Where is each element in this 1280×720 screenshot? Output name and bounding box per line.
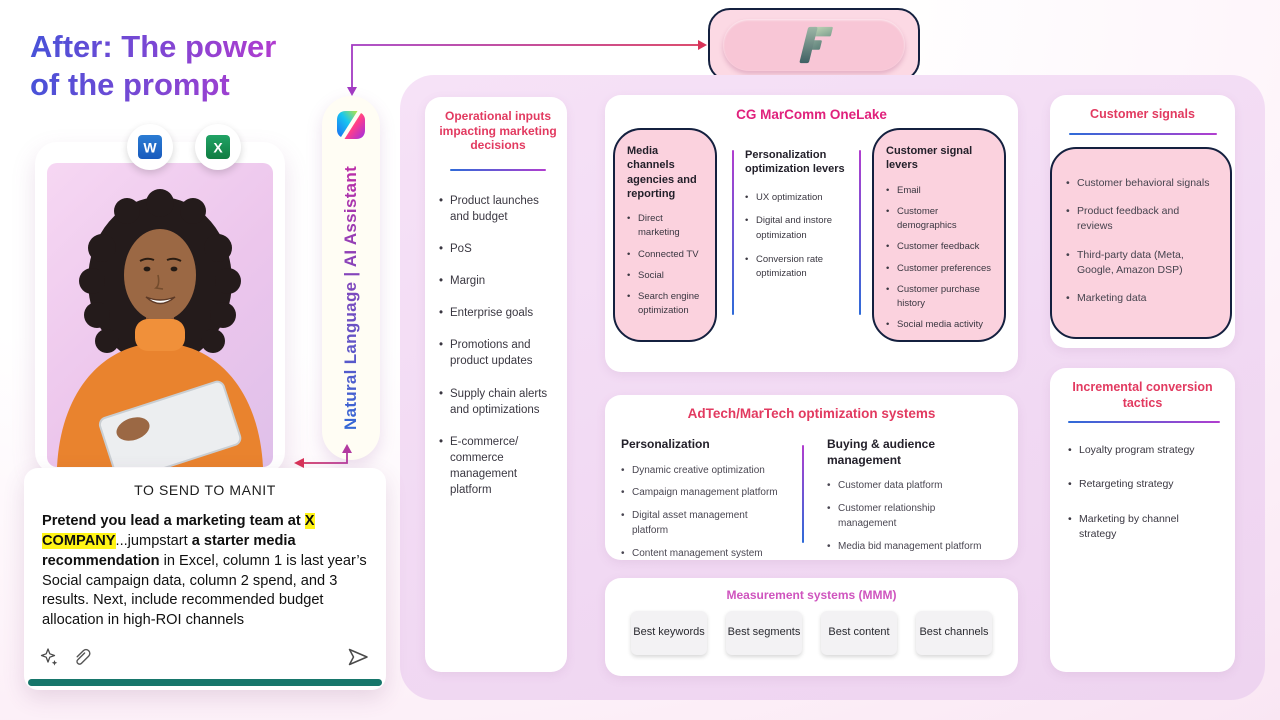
- list-item: • Connected TV: [627, 248, 705, 262]
- adtech-personalization-list: [621, 463, 779, 562]
- adtech-card: [605, 395, 1018, 560]
- list-item: • E-commerce/ commerce management platform: [439, 434, 542, 498]
- customer-signal-levers-list: [886, 184, 994, 333]
- list-item: • Digital and instore optimization: [745, 214, 853, 243]
- fabric-box: [708, 8, 920, 82]
- list-item: • PoS: [439, 241, 557, 257]
- list-item: • Customer demographics: [886, 205, 994, 234]
- incremental-tactics-card: [1050, 368, 1235, 672]
- vertical-divider: [859, 150, 861, 315]
- adtech-buying-list: [827, 478, 1002, 554]
- list-item: • Search engine optimization: [627, 290, 705, 319]
- list-item: • Dynamic creative optimization: [621, 463, 779, 479]
- vertical-divider: [732, 150, 734, 315]
- divider-line: [450, 169, 546, 171]
- woman-portrait: [57, 189, 263, 467]
- excel-icon: [205, 134, 231, 160]
- divider-line: [1069, 133, 1217, 135]
- customer-signals-list: [1066, 176, 1216, 306]
- list-item: Best content: [821, 611, 897, 655]
- onelake-title: CG MarComm OneLake: [736, 107, 887, 122]
- prompt-text-segment: Pretend you lead a marketing team at: [42, 513, 305, 529]
- list-item: • Customer preferences: [886, 262, 994, 276]
- list-item: • Direct marketing: [627, 212, 705, 241]
- list-item: • Campaign management platform: [621, 485, 779, 501]
- customer-signals-card: [1050, 95, 1235, 348]
- adtech-personalization-title: Personalization: [621, 437, 710, 451]
- excel-app-badge: [195, 124, 241, 170]
- measurement-card: [605, 578, 1018, 676]
- divider-line: [1068, 421, 1220, 423]
- prompt-card: [24, 468, 386, 690]
- list-item: • Enterprise goals: [439, 305, 557, 321]
- personalization-levers-list: [745, 191, 853, 283]
- list-item: • Social: [627, 269, 705, 283]
- paperclip-icon[interactable]: [72, 647, 92, 667]
- personalization-levers-title: Personalization optimization levers: [745, 149, 845, 176]
- send-icon[interactable]: [346, 646, 370, 668]
- list-item: • Product launches and budget: [439, 193, 557, 225]
- adtech-personalization-column: [621, 437, 779, 568]
- prompt-accent-bar: [28, 679, 382, 686]
- customer-signals-title: Customer signals: [1090, 107, 1195, 121]
- main-panel: [400, 75, 1265, 700]
- media-channels-list: [627, 212, 705, 319]
- copilot-icon: [334, 108, 368, 142]
- list-item: • Email: [886, 184, 994, 198]
- list-item: • Customer purchase history: [886, 283, 994, 312]
- customer-signal-levers-pill: [872, 128, 1006, 342]
- customer-signal-levers-title: Customer signal levers: [886, 145, 973, 172]
- measurement-boxes: [605, 602, 1018, 655]
- prompt-toolbar: [40, 646, 370, 668]
- page-title-line1: After: The power: [30, 29, 277, 64]
- list-item: • Loyalty program strategy: [1068, 443, 1217, 458]
- list-item: • Content management system: [621, 546, 779, 562]
- list-item: • Marketing by channel strategy: [1068, 512, 1217, 542]
- onelake-card: [605, 95, 1018, 372]
- word-icon: [137, 134, 163, 160]
- operational-inputs-title: Operational inputs impacting marketing decisions: [439, 109, 557, 153]
- list-item: • Customer relationship management: [827, 501, 990, 532]
- adtech-title: AdTech/MarTech optimization systems: [687, 406, 936, 421]
- page-title-line2: of the prompt: [30, 66, 230, 102]
- word-app-badge: [127, 124, 173, 170]
- prompt-header: TO SEND TO MANIT: [134, 482, 276, 498]
- fabric-logo-icon: [793, 24, 835, 66]
- list-item: • UX optimization: [745, 191, 853, 206]
- list-item: • Third-party data (Meta, Google, Amazon DSP): [1066, 248, 1216, 278]
- svg-text:W: W: [143, 139, 157, 156]
- prompt-text-segment: ...jumpstart: [115, 532, 192, 549]
- adtech-buying-title: Buying & audience management: [827, 437, 936, 467]
- list-item: • Marketing data: [1066, 291, 1216, 306]
- measurement-title: Measurement systems (MMM): [726, 588, 897, 602]
- portrait-image: [47, 163, 273, 467]
- list-item: Best keywords: [631, 611, 707, 655]
- photo-card: [35, 139, 285, 474]
- svg-text:X: X: [213, 139, 223, 156]
- fabric-inner-pill: [723, 19, 905, 71]
- prompt-text-segment: in Excel, column 1 is last year’s Social campaign data, column 2 spend, and 3 results. Next, include recommended budget allocation in high-ROI channels: [42, 552, 367, 629]
- list-item: • Retargeting strategy: [1068, 477, 1217, 492]
- assistant-pill: [322, 96, 380, 460]
- list-item: • Product feedback and reviews: [1066, 204, 1216, 234]
- list-item: • Social media activity: [886, 318, 994, 332]
- list-item: • Margin: [439, 273, 557, 289]
- prompt-text: [42, 512, 368, 631]
- list-item: • Customer behavioral signals: [1066, 176, 1216, 191]
- operational-inputs-card: [425, 97, 567, 672]
- prompt-text-segment: X COMPANY: [42, 513, 315, 549]
- adtech-buying-column: [827, 437, 1002, 561]
- list-item: • Promotions and product updates: [439, 337, 557, 369]
- prompt-text-segment: a starter media recommendation: [42, 532, 296, 569]
- assistant-pill-label: Natural Language | AI Assistant: [341, 154, 361, 442]
- list-item: Best segments: [726, 611, 802, 655]
- list-item: • Customer data platform: [827, 478, 990, 494]
- list-item: • Supply chain alerts and optimizations: [439, 386, 557, 418]
- list-item: • Media bid management platform: [827, 539, 990, 555]
- page-title: [30, 28, 276, 104]
- media-channels-title: Media channels agencies and reporting: [627, 145, 697, 200]
- list-item: • Conversion rate optimization: [745, 253, 853, 282]
- vertical-divider: [802, 445, 804, 543]
- incremental-tactics-list: [1068, 443, 1217, 542]
- incremental-tactics-title: Incremental conversion tactics: [1072, 380, 1213, 410]
- operational-inputs-list: [439, 193, 557, 498]
- personalization-levers-column: [745, 148, 853, 291]
- list-item: • Digital asset management platform: [621, 508, 779, 539]
- list-item: Best channels: [916, 611, 992, 655]
- list-item: • Customer feedback: [886, 240, 994, 254]
- media-channels-pill: [613, 128, 717, 342]
- customer-signals-pill: [1050, 147, 1232, 339]
- sparkle-icon[interactable]: [40, 647, 60, 667]
